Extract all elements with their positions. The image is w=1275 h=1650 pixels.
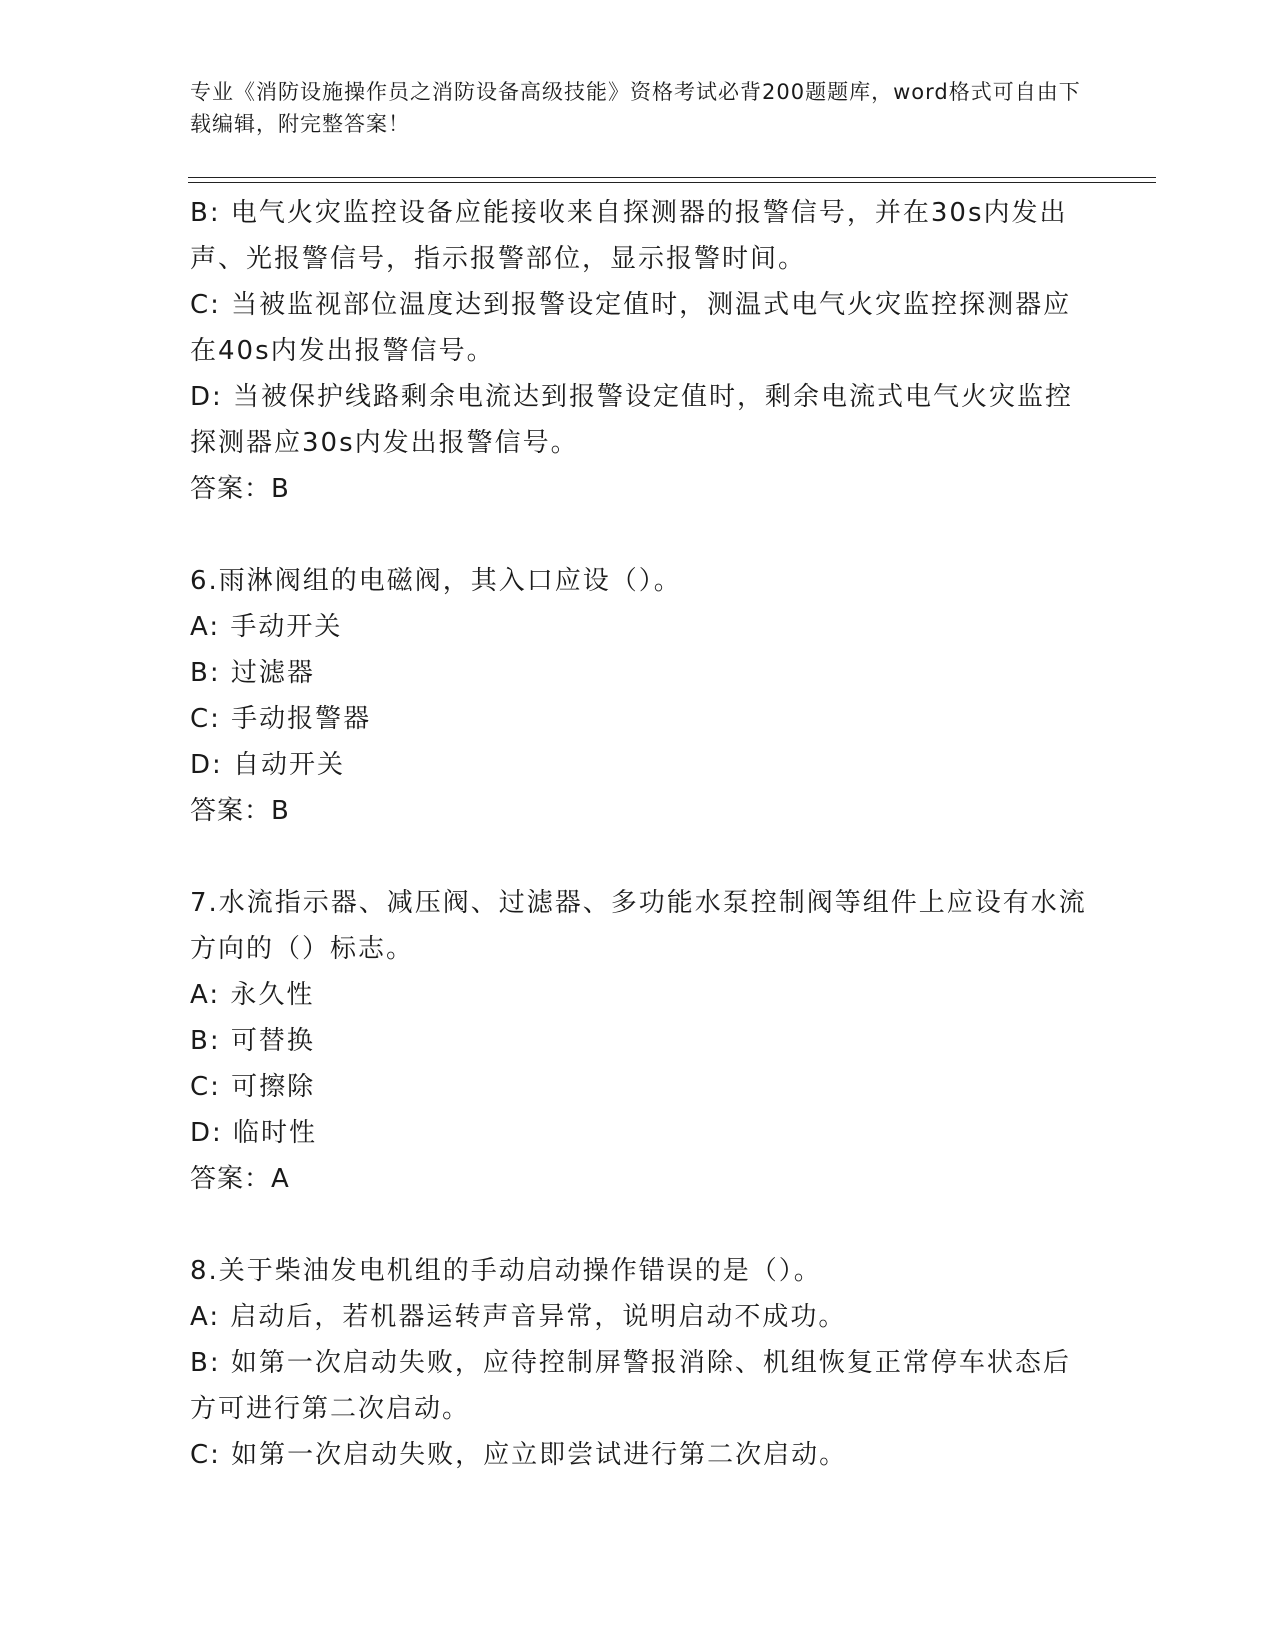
question-stem: 7.水流指示器、减压阀、过滤器、多功能水泵控制阀等组件上应设有水流方向的（）标志。	[190, 888, 1087, 964]
continued-question	[190, 190, 1090, 512]
option-a: A: 启动后，若机器运转声音异常，说明启动不成功。	[190, 1302, 847, 1332]
answer: 答案：B	[190, 796, 290, 826]
question-content	[190, 190, 1090, 1478]
question-stem: 6.雨淋阀组的电磁阀，其入口应设（）。	[190, 566, 682, 596]
header-rule-top	[188, 177, 1156, 178]
option-a: A: 手动开关	[190, 612, 343, 642]
option-b: B: 过滤器	[190, 658, 315, 688]
question-7	[190, 880, 1090, 1202]
option-a: A: 永久性	[190, 980, 315, 1010]
question-6	[190, 558, 1090, 834]
option-b: B: 电气火灾监控设备应能接收来自探测器的报警信号，并在30s内发出声、光报警信号，指示报警部位，显示报警时间。	[190, 198, 1068, 274]
question-stem: 8.关于柴油发电机组的手动启动操作错误的是（）。	[190, 1256, 822, 1286]
header-rule-bottom	[188, 182, 1156, 183]
question-8	[190, 1248, 1090, 1478]
answer: 答案：A	[190, 1164, 290, 1194]
option-d: D: 当被保护线路剩余电流达到报警设定值时，剩余电流式电气火灾监控探测器应30s内发出报警信号。	[190, 382, 1074, 458]
option-d: D: 临时性	[190, 1118, 318, 1148]
option-c: C: 如第一次启动失败，应立即尝试进行第二次启动。	[190, 1440, 848, 1470]
option-b: B: 如第一次启动失败，应待控制屏警报消除、机组恢复正常停车状态后方可进行第二次启动。	[190, 1348, 1071, 1424]
option-b: B: 可替换	[190, 1026, 315, 1056]
option-c: C: 可擦除	[190, 1072, 316, 1102]
header-text: 专业《消防设施操作员之消防设备高级技能》资格考试必背200题题库，word格式可自由下载编辑，附完整答案！	[190, 80, 1081, 136]
document-header	[190, 76, 1090, 140]
option-c: C: 手动报警器	[190, 704, 372, 734]
answer: 答案：B	[190, 474, 290, 504]
option-d: D: 自动开关	[190, 750, 346, 780]
option-c: C: 当被监视部位温度达到报警设定值时，测温式电气火灾监控探测器应在40s内发出报警信号。	[190, 290, 1072, 366]
